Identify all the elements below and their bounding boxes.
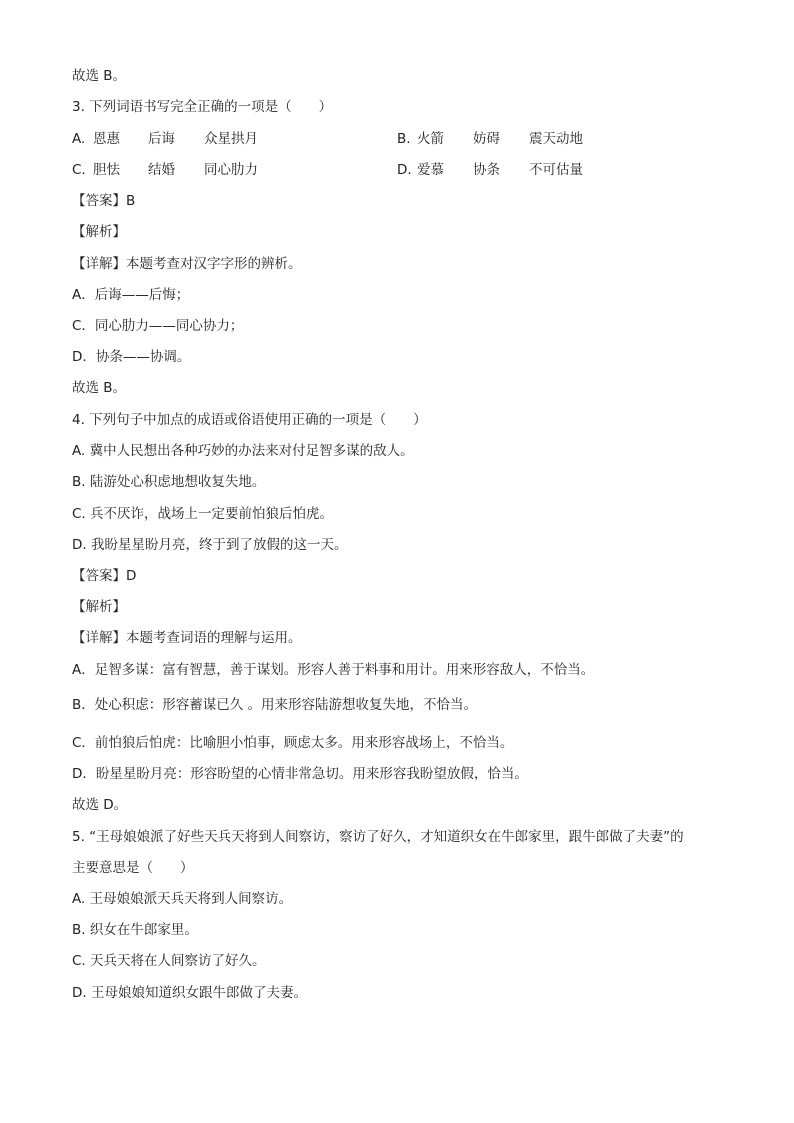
q3-detail: 【详解】本题考查对汉字字形的辨析。 [72, 256, 302, 272]
q4-conclusion: 故选 D。 [72, 797, 128, 813]
q3-option-a-label: A. [72, 131, 86, 147]
q3-answer: 【答案】B [72, 193, 136, 209]
q4-detail: 【详解】本题考查词语的理解与运用。 [72, 630, 302, 646]
conclusion-line: 故选 B。 [72, 68, 127, 84]
q5-option-b: B. 织女在牛郎家里。 [72, 922, 198, 938]
q3-analysis-heading: 【解析】 [72, 224, 126, 240]
q4-analysis-heading: 【解析】 [72, 599, 126, 615]
q4-answer: 【答案】D [72, 568, 137, 584]
q4-explain-b: B．处心积虑：形容蓄谋已久 。用来形容陆游想收复失地，不恰当。 [72, 697, 478, 713]
q3-option-c-label: C. [72, 162, 86, 178]
q3-explain-a: A．后诲——后悔； [72, 287, 190, 303]
q4-explain-a: A．足智多谋：富有智慧，善于谋划。形容人善于料事和用计。用来形容敌人，不恰当。 [72, 662, 595, 678]
q3-option-a-word2: 后诲 [148, 131, 175, 147]
question-5-stem-line2: 主要意思是（ ） [72, 860, 194, 876]
q4-option-d: D. 我盼星星盼月亮，终于到了放假的这一天。 [72, 537, 348, 553]
q3-conclusion: 故选 B。 [72, 380, 127, 396]
q3-option-b-word2: 妨碍 [473, 131, 500, 147]
q3-option-c-word2: 结婚 [148, 162, 175, 178]
q4-explain-c: C．前怕狼后怕虎：比喻胆小怕事，顾虑太多。用来形容战场上，不恰当。 [72, 735, 514, 751]
question-5-stem-line1: 5. “王母娘娘派了好些天兵天将到人间察访，察访了好久，才知道织女在牛郎家里，跟牛郎做了夫妻”的 [72, 829, 684, 845]
q3-option-b-word3: 震天动地 [529, 131, 583, 147]
q3-option-a-word1: 恩惠 [93, 131, 120, 147]
q5-option-c: C. 天兵天将在人间察访了好久。 [72, 953, 266, 969]
q3-explain-d: D．协条——协调。 [72, 349, 191, 365]
q3-option-d-label: D. [397, 162, 412, 178]
q5-option-d: D. 王母娘娘知道织女跟牛郎做了夫妻。 [72, 985, 307, 1001]
q3-option-b-label: B. [397, 131, 411, 147]
q3-explain-c: C．同心肋力——同心协力； [72, 318, 244, 334]
question-3-stem: 3. 下列词语书写完全正确的一项是（ ） [72, 99, 333, 115]
q4-explain-d: D．盼星星盼月亮：形容盼望的心情非常急切。用来形容我盼望放假，恰当。 [72, 766, 528, 782]
q3-option-d-word2: 协条 [473, 162, 500, 178]
q4-option-a: A. 冀中人民想出各种巧妙的办法来对付足智多谋的敌人。 [72, 443, 414, 459]
q3-option-a-word3: 众星拱月 [204, 131, 258, 147]
q3-option-b-word1: 火箭 [417, 131, 444, 147]
q5-option-a: A. 王母娘娘派天兵天将到人间察访。 [72, 891, 293, 907]
q3-option-d-word3: 不可估量 [529, 162, 583, 178]
question-4-stem: 4. 下列句子中加点的成语或俗语使用正确的一项是（ ） [72, 412, 427, 428]
q3-option-d-word1: 爱慕 [417, 162, 444, 178]
q4-option-c: C. 兵不厌诈，战场上一定要前怕狼后怕虎。 [72, 506, 334, 522]
q4-option-b: B. 陆游处心积虑地想收复失地。 [72, 474, 266, 490]
q3-option-c-word1: 胆怯 [93, 162, 120, 178]
q3-option-c-word3: 同心肋力 [204, 162, 258, 178]
